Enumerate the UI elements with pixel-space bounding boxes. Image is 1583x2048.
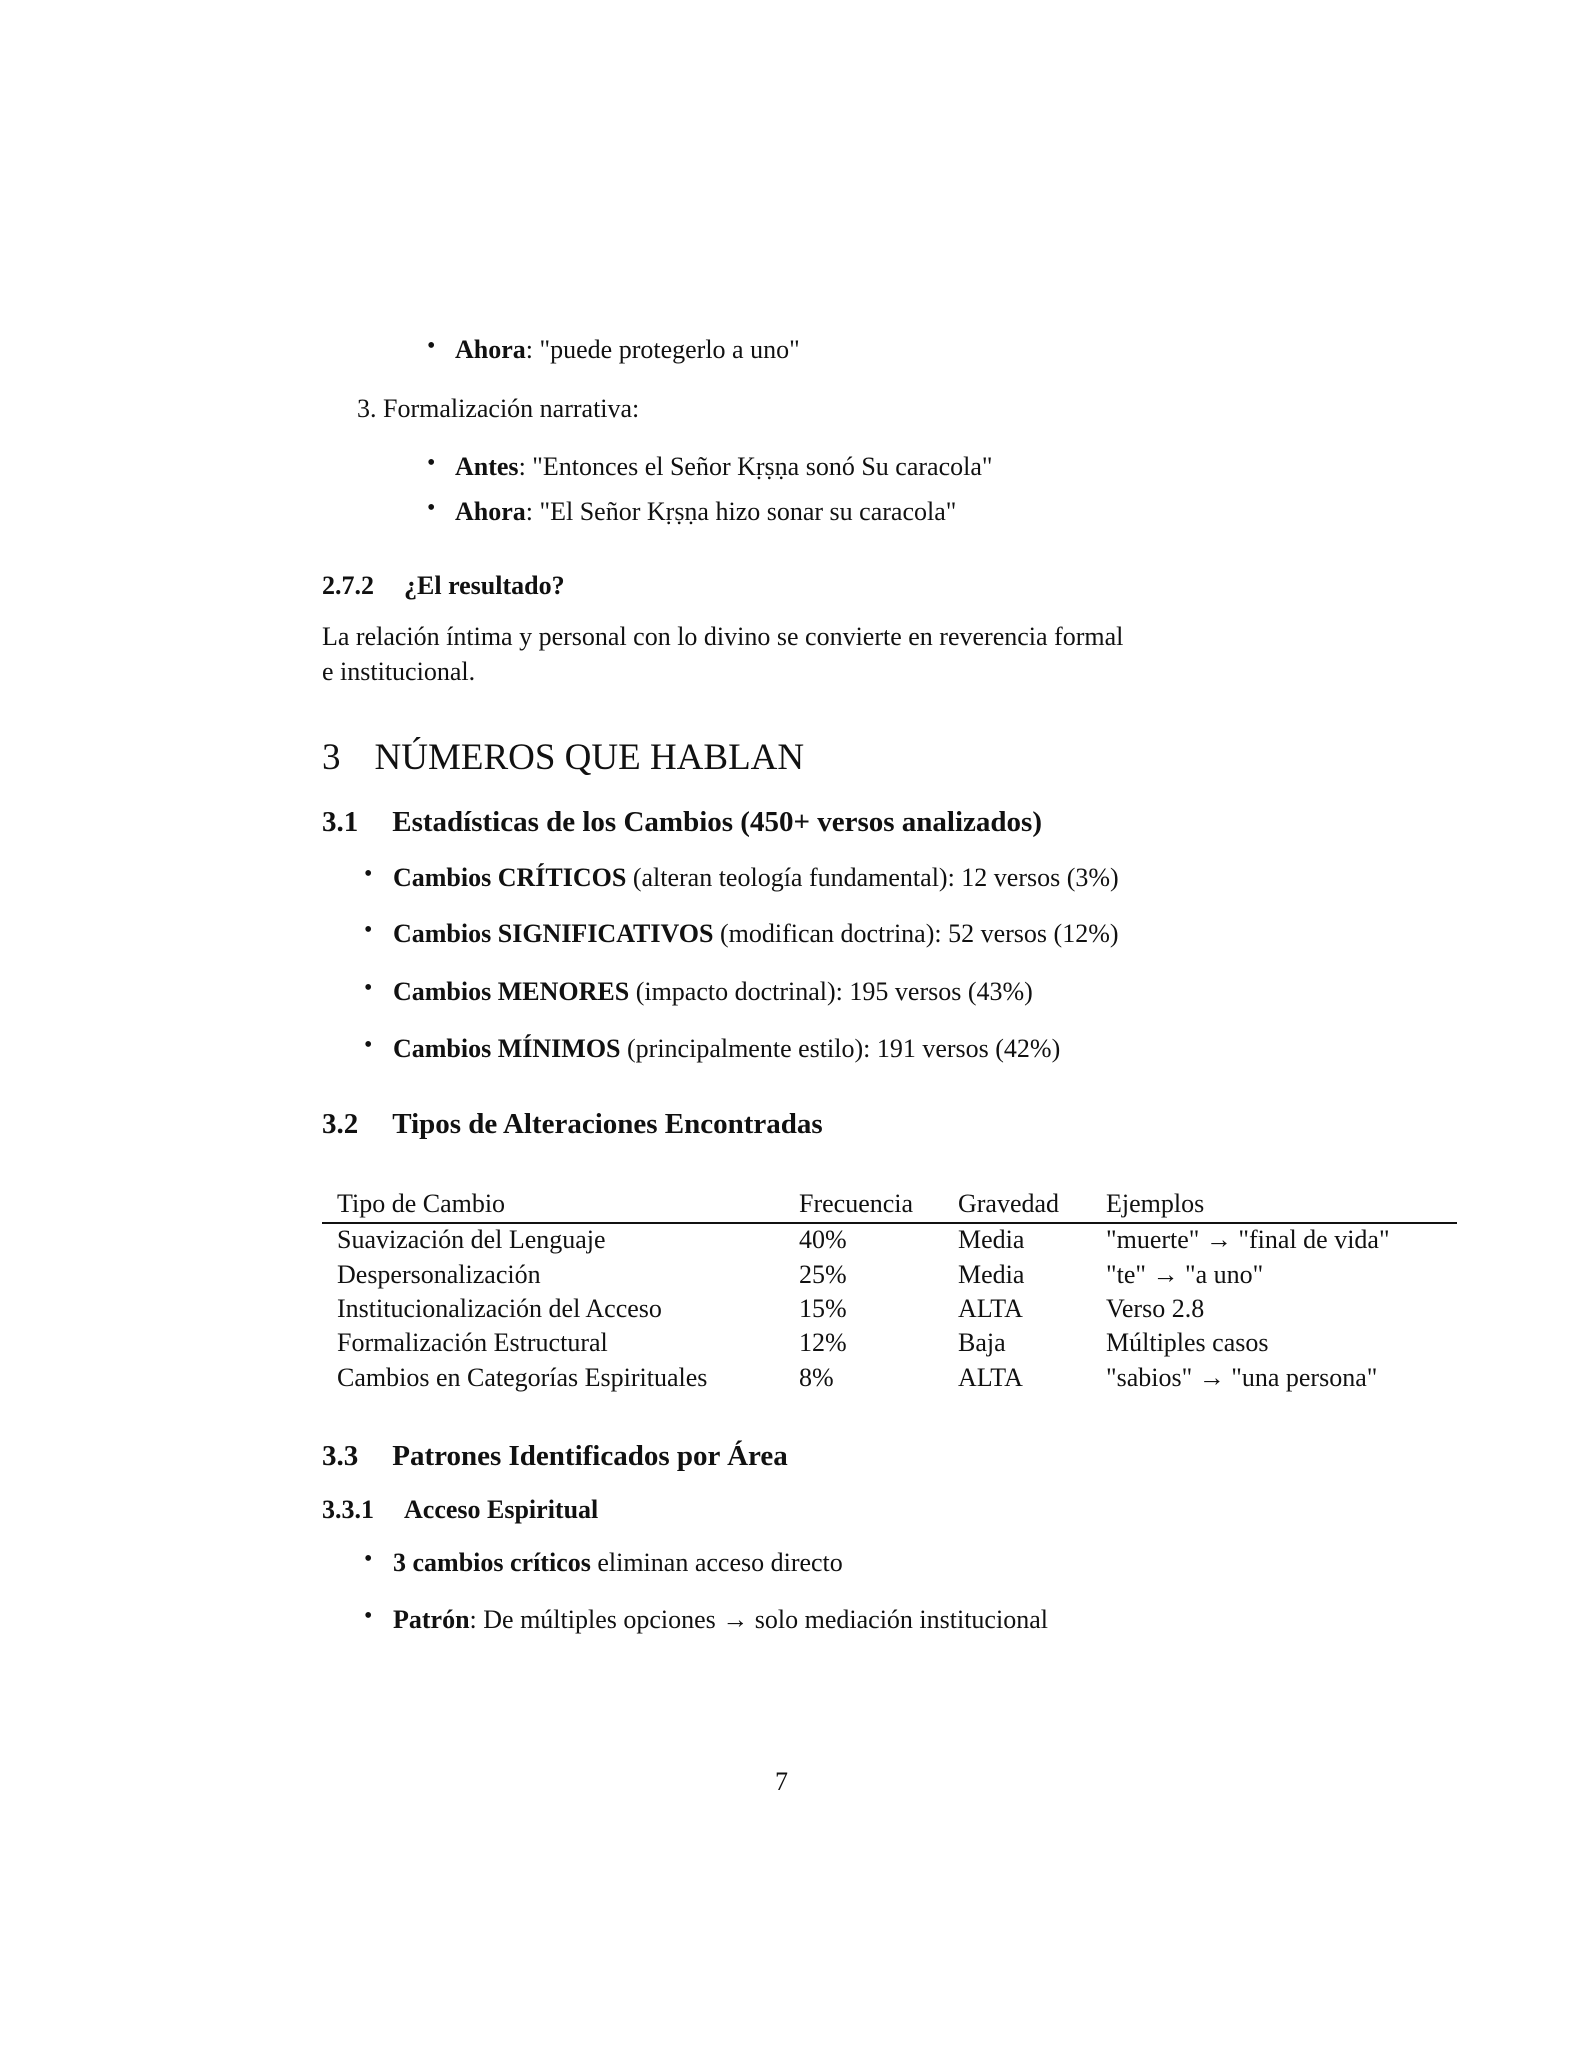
item-label: Cambios MÍNIMOS bbox=[393, 1034, 621, 1063]
table-header: Frecuencia bbox=[799, 1189, 914, 1218]
bullet-icon: • bbox=[364, 1032, 373, 1058]
list-item bbox=[455, 450, 993, 484]
paragraph-line: La relación íntima y personal con lo divino se convierte en reverencia formal bbox=[322, 622, 1124, 651]
list-item bbox=[393, 1603, 1048, 1637]
bullet-icon: • bbox=[427, 495, 436, 521]
table-cell: 12% bbox=[799, 1328, 847, 1357]
list-item bbox=[393, 1032, 1060, 1066]
table-header: Tipo de Cambio bbox=[337, 1189, 506, 1218]
item-text: eliminan acceso directo bbox=[590, 1548, 843, 1577]
table-cell: ALTA bbox=[958, 1294, 1023, 1323]
heading-title: Estadísticas de los Cambios (450+ versos analizados) bbox=[392, 806, 1042, 838]
table-cell: 8% bbox=[799, 1363, 834, 1392]
item-text: (alteran teología fundamental): 12 versos (3%) bbox=[626, 863, 1119, 892]
subsection-heading bbox=[322, 1437, 788, 1475]
table-cell: Verso 2.8 bbox=[1106, 1294, 1205, 1323]
item-label: Ahora bbox=[455, 335, 526, 364]
list-item bbox=[393, 917, 1119, 951]
table-cell: Suavización del Lenguaje bbox=[337, 1225, 606, 1254]
heading-number: 3.2 bbox=[322, 1108, 359, 1140]
item-label: Antes bbox=[455, 452, 519, 481]
table-cell: ALTA bbox=[958, 1363, 1023, 1392]
heading-title: Patrones Identificados por Área bbox=[392, 1440, 788, 1472]
item-label: Cambios CRÍTICOS bbox=[393, 863, 627, 892]
bullet-icon: • bbox=[427, 450, 436, 476]
table-cell: Formalización Estructural bbox=[337, 1328, 608, 1357]
item-text: : "El Señor Kṛṣṇa hizo sonar su caracola" bbox=[525, 497, 957, 526]
list-item bbox=[393, 975, 1033, 1009]
table-cell: Baja bbox=[958, 1328, 1006, 1357]
item-text: (impacto doctrinal): 195 versos (43%) bbox=[629, 977, 1033, 1006]
table-cell: Cambios en Categorías Espirituales bbox=[337, 1363, 708, 1392]
table-cell: "te" → "a uno" bbox=[1106, 1260, 1264, 1289]
item-text: (principalmente estilo): 191 versos (42%) bbox=[620, 1034, 1061, 1063]
section-heading bbox=[322, 735, 804, 781]
table-header: Gravedad bbox=[958, 1189, 1060, 1218]
bullet-icon: • bbox=[364, 1603, 373, 1629]
bullet-icon: • bbox=[364, 975, 373, 1001]
table-cell: 40% bbox=[799, 1225, 847, 1254]
list-item bbox=[393, 861, 1119, 895]
table-header: Ejemplos bbox=[1106, 1189, 1205, 1218]
table-cell: "sabios" → "una persona" bbox=[1106, 1363, 1378, 1392]
page-number: 7 bbox=[775, 1767, 788, 1796]
item-label: Patrón bbox=[393, 1605, 470, 1634]
table-cell: Media bbox=[958, 1260, 1025, 1289]
bullet-icon: • bbox=[364, 917, 373, 943]
item-text: : "Entonces el Señor Kṛṣṇa sonó Su caracola" bbox=[518, 452, 993, 481]
heading-number: 3.3 bbox=[322, 1440, 359, 1472]
table-cell: "muerte" → "final de vida" bbox=[1106, 1225, 1390, 1254]
item-text: : "puede protegerlo a uno" bbox=[525, 335, 800, 364]
paragraph-line: e institucional. bbox=[322, 657, 476, 686]
bullet-icon: • bbox=[427, 333, 436, 359]
item-text: : De múltiples opciones → solo mediación institucional bbox=[469, 1605, 1048, 1634]
subsection-heading bbox=[322, 1105, 823, 1143]
item-text: Formalización narrativa: bbox=[383, 394, 640, 423]
list-item bbox=[455, 495, 956, 529]
item-label: Cambios SIGNIFICATIVOS bbox=[393, 919, 714, 948]
heading-number: 3.1 bbox=[322, 806, 359, 838]
table-cell: Despersonalización bbox=[337, 1260, 541, 1289]
item-text: (modifican doctrina): 52 versos (12%) bbox=[713, 919, 1119, 948]
heading-title: ¿El resultado? bbox=[404, 571, 565, 600]
subsection-heading bbox=[322, 803, 1042, 841]
heading-number: 2.7.2 bbox=[322, 571, 374, 600]
table-cell: Institucionalización del Acceso bbox=[337, 1294, 662, 1323]
table-cell: 25% bbox=[799, 1260, 847, 1289]
subsubsection-heading bbox=[322, 1493, 598, 1527]
item-label: Cambios MENORES bbox=[393, 977, 630, 1006]
heading-title: Tipos de Alteraciones Encontradas bbox=[392, 1108, 823, 1140]
enumerated-item bbox=[357, 392, 639, 426]
item-label: 3 cambios críticos bbox=[393, 1548, 591, 1577]
bullet-icon: • bbox=[364, 861, 373, 887]
subsubsection-heading bbox=[322, 569, 565, 603]
list-item bbox=[393, 1546, 843, 1580]
bullet-icon: • bbox=[364, 1546, 373, 1572]
table-cell: 15% bbox=[799, 1294, 847, 1323]
heading-number: 3 bbox=[322, 737, 341, 778]
item-number: 3. bbox=[357, 394, 377, 423]
heading-title: NÚMEROS QUE HABLAN bbox=[374, 737, 805, 778]
item-label: Ahora bbox=[455, 497, 526, 526]
table-cell: Múltiples casos bbox=[1106, 1328, 1269, 1357]
heading-title: Acceso Espiritual bbox=[404, 1495, 599, 1524]
heading-number: 3.3.1 bbox=[322, 1495, 374, 1524]
list-item bbox=[455, 333, 800, 367]
table-cell: Media bbox=[958, 1225, 1025, 1254]
